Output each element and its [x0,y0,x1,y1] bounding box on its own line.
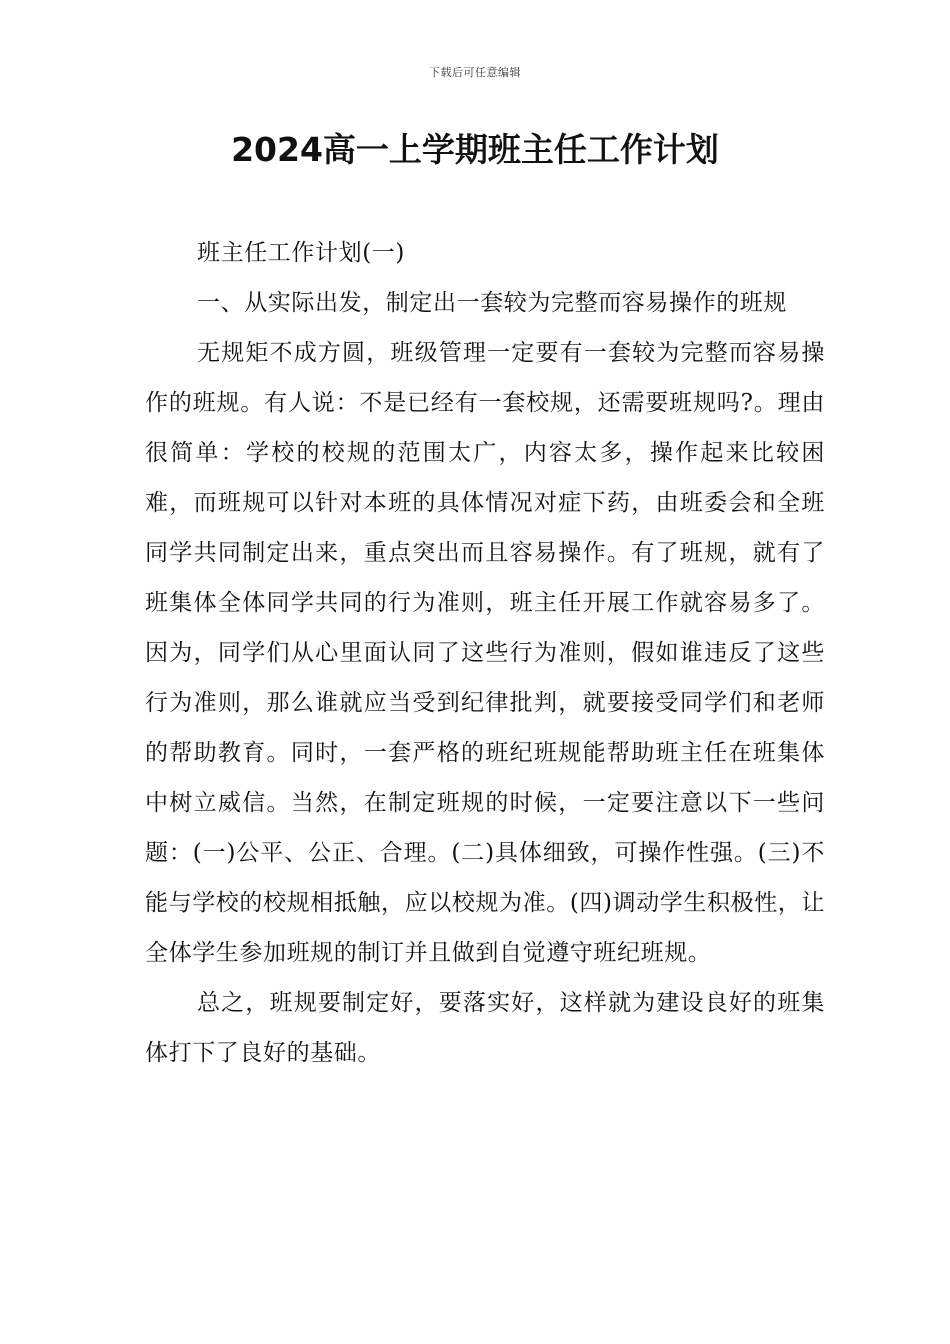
subsection-heading: 一、从实际出发，制定出一套较为完整而容易操作的班规 [197,290,787,316]
header-note: 下载后可任意编辑 [429,66,521,79]
document-body [145,228,825,1078]
document-title: 2024高一上学期班主任工作计划 [231,130,719,169]
body-paragraph: 无规矩不成方圆，班级管理一定要有一套较为完整而容易操作的班规。有人说：不是已经有一套校规，还需要班规吗?。理由很简单：学校的校规的范围太广，内容太多，操作起来比较困难，而班规可以针对本班的具体情况对症下药，由班委会和全班同学共同制定出来，重点突出而且容易操作。有了班规，就有了班集体全体同学共同的行为准则，班主任开展工作就容易多了。因为，同学们从心里面认同了这些行为准则，假如谁违反了这些行为准则，那么谁就应当受到纪律批判，就要接受同学们和老师的帮助教育。同时，一套严格的班纪班规能帮助班主任在班集体中树立威信。当然，在制定班规的时候，一定要注意以下一些问题：(一)公平、公正、合理。(二)具体细致，可操作性强。(三)不能与学校的校规相抵触，应以校规为准。(四)调动学生积极性，让全体学生参加班规的制订并且做到自觉遵守班纪班规。 [145,340,825,966]
section-heading: 班主任工作计划(一) [197,240,405,266]
summary-paragraph: 总之，班规要制定好，要落实好，这样就为建设良好的班集体打下了良好的基础。 [145,990,825,1066]
